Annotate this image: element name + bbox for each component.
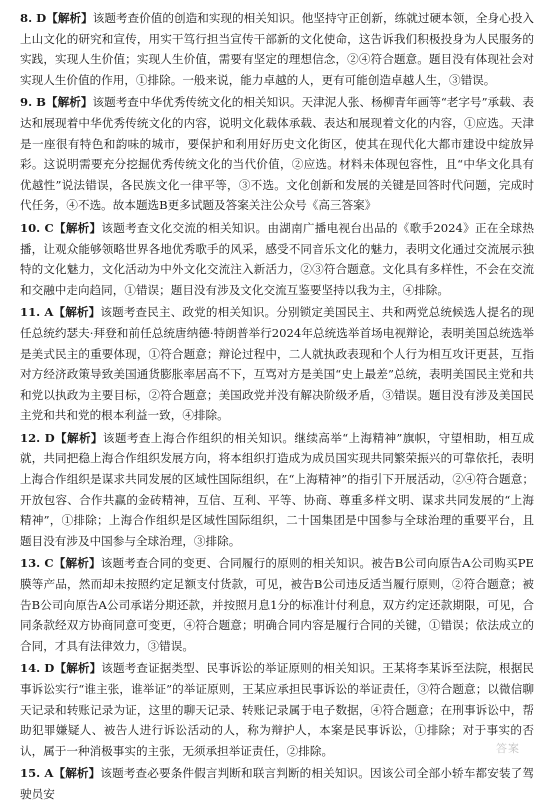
analysis-tag: 【解析】 [53, 305, 101, 320]
analysis-tag: 【解析】 [53, 220, 102, 235]
answer-text: 该题考查中华优秀传统文化的相关知识。天津泥人张、杨柳青年画等“老字号”承载、表达和展现着中华优秀传统文化的内容，说明文化载体承载、表达和展现着文化的内容，①应选。天津是一座很有特色和韵味的城市，要保护和利用好历史文化街区，使其在现代化大都市建设中绽放异彩。这说明需要充分挖掘优秀传统文化的当代价值，②应选。材料未体现包容性，且“中华文化具有优越性”说法错误，各民族文化一律平等，③不选。文化创新和发展的关键是回答时代问题，完成时代任务，④不选。故本题选B更多试题及答案关注公众号《高三答案》 [20, 95, 534, 213]
answer-13 [20, 553, 534, 656]
answer-number: 14. D [20, 661, 55, 676]
answer-number: 12. D [20, 430, 55, 445]
answer-number: 10. C [20, 220, 54, 235]
watermark: 答案 [496, 742, 520, 756]
analysis-tag: 【解析】 [53, 556, 101, 571]
answer-text: 该题考查必要条件假言判断和联言判断的相关知识。因该公司全部小轿车都安装了驾驶员安 [20, 766, 534, 801]
analysis-tag: 【解析】 [54, 430, 103, 445]
answer-12 [20, 428, 534, 552]
answer-14 [20, 658, 534, 761]
answer-text: 该题考查民主、政党的相关知识。分别锁定美国民主、共和两党总统候选人提名的现任总统约瑟夫·拜登和前任总统唐纳德·特朗普举行2024年总统选举首场电视辩论，表明美国总统选举是美式民主的重要体现，①符合题意；辩论过程中，二人就执政表现和个人行为相互攻讦更甚，互指对方经济政策导致美国通货膨胀率居高不下，互骂对方是美国“史上最差”总统，表明美国民主党和共和党以执政为主要目标，②符合题意；美国政党并没有解决阶级矛盾，③错误。题目没有涉及美国民主党和共和党的根本利益一致，④排除。 [20, 305, 534, 423]
analysis-tag: 【解析】 [46, 11, 93, 25]
answer-9 [20, 92, 534, 216]
answer-text: 该题考查证据类型、民事诉讼的举证原则的相关知识。王某将李某诉至法院，根据民事诉讼实行“谁主张，谁举证”的举证原则，王某应承担民事诉讼的举证责任，③符合题意；以微信聊天记录和转账记录为证，这里的聊天记录、转账记录属于电子数据，④符合题意；在刑事诉讼中，帮助犯罪嫌疑人、被告人进行诉讼活动的人，称为辩护人，本案是民事诉讼，①排除；对于事实的否认，属于一种消极事实的主张，无须承担举证责任，②排除。 [20, 661, 534, 758]
analysis-tag: 【解析】 [53, 766, 101, 781]
answer-text: 该题考查合同的变更、合同履行的原则的相关知识。被告B公司向原告A公司购买PE膜等产品，然而却未按照约定足额支付货款，可见，被告B公司违反适当履行原则，②符合题意；被告B公司向原告A公司承诺分期还款，并按照月息1分的标准计付利息，双方约定还款期限，可见，合同条款经双方协商同意可变更，④符合题意；明确合同内容是履行合同的关键，①错误；依法成立的合同，才具有法律效力，③错误。 [20, 556, 534, 653]
answer-15 [20, 763, 534, 804]
answer-number: 9. B [20, 95, 46, 110]
answer-11 [20, 302, 534, 426]
analysis-tag: 【解析】 [54, 661, 102, 676]
answer-text: 该题考查文化交流的相关知识。由湖南广播电视台出品的《歌手2024》正在全球热播，让观众能够领略世界各地优秀歌手的风采，感受不同音乐文化的魅力，表明文化通过交流展示独特的文化魅力，文化活动为中外文化交流注入新活力，②③符合题意。文化具有多样性，不会在交流和交融中走向趋同，①错误；题目没有涉及文化交流互鉴要坚持以我为主，④排除。 [20, 220, 534, 297]
answer-number: 8. D [20, 11, 47, 25]
analysis-tag: 【解析】 [45, 95, 93, 110]
answer-number: 13. C [20, 556, 54, 571]
answer-number: 11. A [20, 305, 54, 320]
answer-text: 该题考查上海合作组织的相关知识。继续高举“上海精神”旗帜，守望相助，相互成就，共同把稳上海合作组织发展方向，将本组织打造成为成员国实现共同繁荣振兴的可靠依托，表明上海合作组织是谋求共同发展的区域性国际组织，在“上海精神”的指引下开展活动，②④符合题意；开放包容、合作共赢的金砖精神，互信、互利、平等、协商、尊重多样文明、谋求共同发展的“上海精神”，①排除；上海合作组织是区域性国际组织，二十国集团是中国参与全球治理的重要平台，且题目没有涉及中国参与全球治理，③排除。 [20, 430, 534, 548]
answer-number: 15. A [20, 766, 54, 781]
answer-10 [20, 218, 534, 300]
answer-8 [20, 8, 534, 90]
answer-text: 该题考查价值的创造和实现的相关知识。他坚持守正创新，练就过硬本领，全身心投入上山文化的研究和宣传，用实干笃行担当宣传干部新的文化使命，这告诉我们积极投身为人民服务的实践，实现人生价值；实现人生价值，需要有坚定的理想信念，②④符合题意。题目没有体现社会对实现人生价值的作用，①排除。一般来说，能力卓越的人，更有可能创造卓越人生，③错误。 [20, 11, 534, 87]
